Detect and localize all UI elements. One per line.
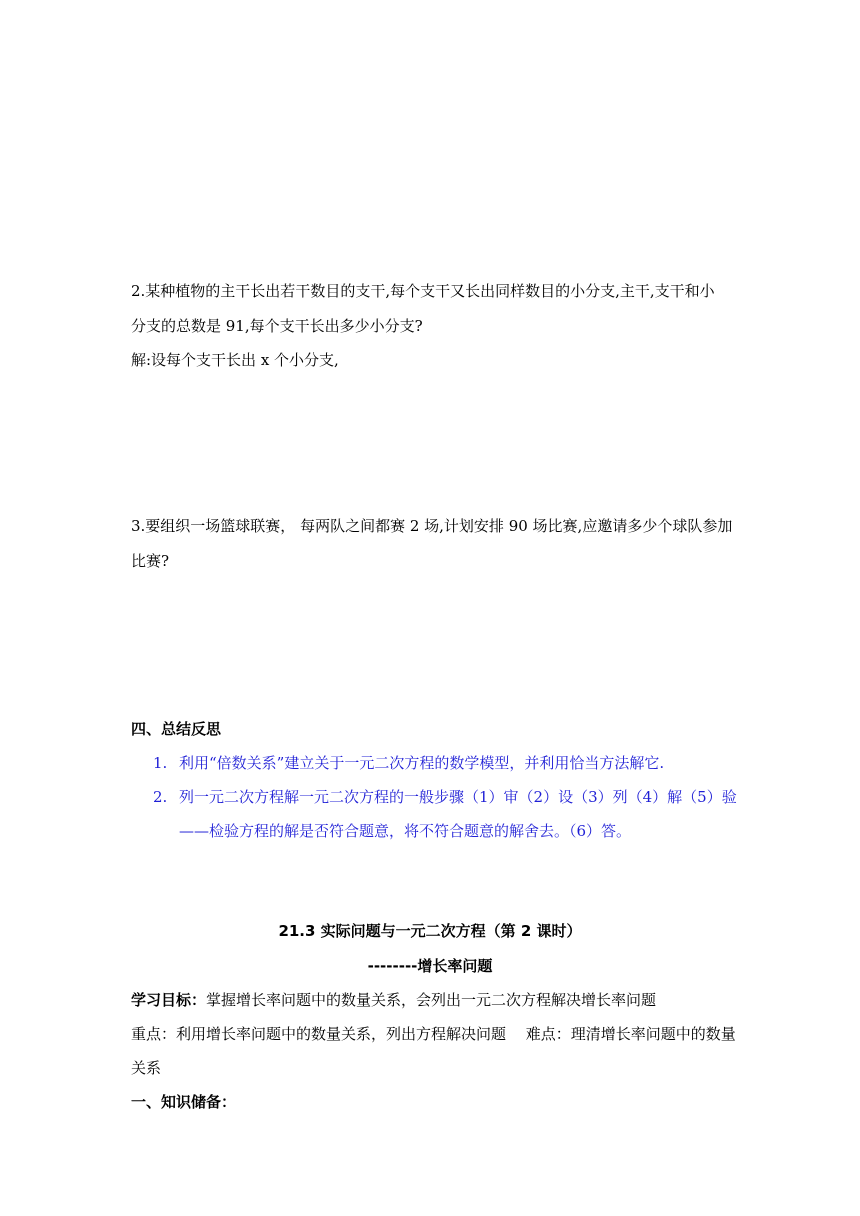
- problem-2-line-2: 分支的总数是 91,每个支干长出多少小分支?: [131, 317, 423, 335]
- learning-objective: [131, 990, 656, 1010]
- summary-item-2-number: 2.: [153, 788, 168, 806]
- learning-objective-label: 学习目标：: [131, 991, 207, 1009]
- summary-item-2-continuation: ——检验方程的解是否符合题意，将不符合题意的解舍去。（6）答。: [179, 822, 632, 840]
- summary-item-2-text: 列一元二次方程解一元二次方程的一般步骤（1）审（2）设（3）列（4）解（5）验: [179, 788, 737, 806]
- lesson-subtitle: --------增长率问题: [367, 957, 493, 975]
- summary-item-2: [153, 787, 737, 807]
- problem-3-line-2: 比赛?: [131, 552, 170, 570]
- summary-heading: 四、总结反思: [131, 720, 222, 738]
- problem-2-solution: 解:设每个支干长出 x 个小分支,: [131, 351, 339, 369]
- problem-3-line-1: 3.要组织一场篮球联赛， 每两队之间都赛 2 场,计划安排 90 场比赛,应邀请多少个球队参加: [131, 517, 733, 535]
- lesson-title: 21.3 实际问题与一元二次方程（第 2 课时）: [278, 922, 582, 940]
- key-points-line-1: 重点：利用增长率问题中的数量关系，列出方程解决问题 难点：理清增长率问题中的数量: [131, 1025, 736, 1043]
- key-points-line-2: 关系: [131, 1059, 162, 1077]
- problem-2-line-1: 2.某种植物的主干长出若干数目的支干,每个支干又长出同样数目的小分支,主干,支干和小: [131, 282, 715, 300]
- section-1-heading: 一、知识储备：: [131, 1093, 237, 1111]
- learning-objective-text: 掌握增长率问题中的数量关系，会列出一元二次方程解决增长率问题: [206, 991, 657, 1009]
- summary-item-1-number: 1.: [153, 754, 168, 772]
- summary-item-1: [153, 753, 664, 773]
- summary-item-1-text: 利用“倍数关系”建立关于一元二次方程的数学模型，并利用恰当方法解它.: [179, 754, 665, 772]
